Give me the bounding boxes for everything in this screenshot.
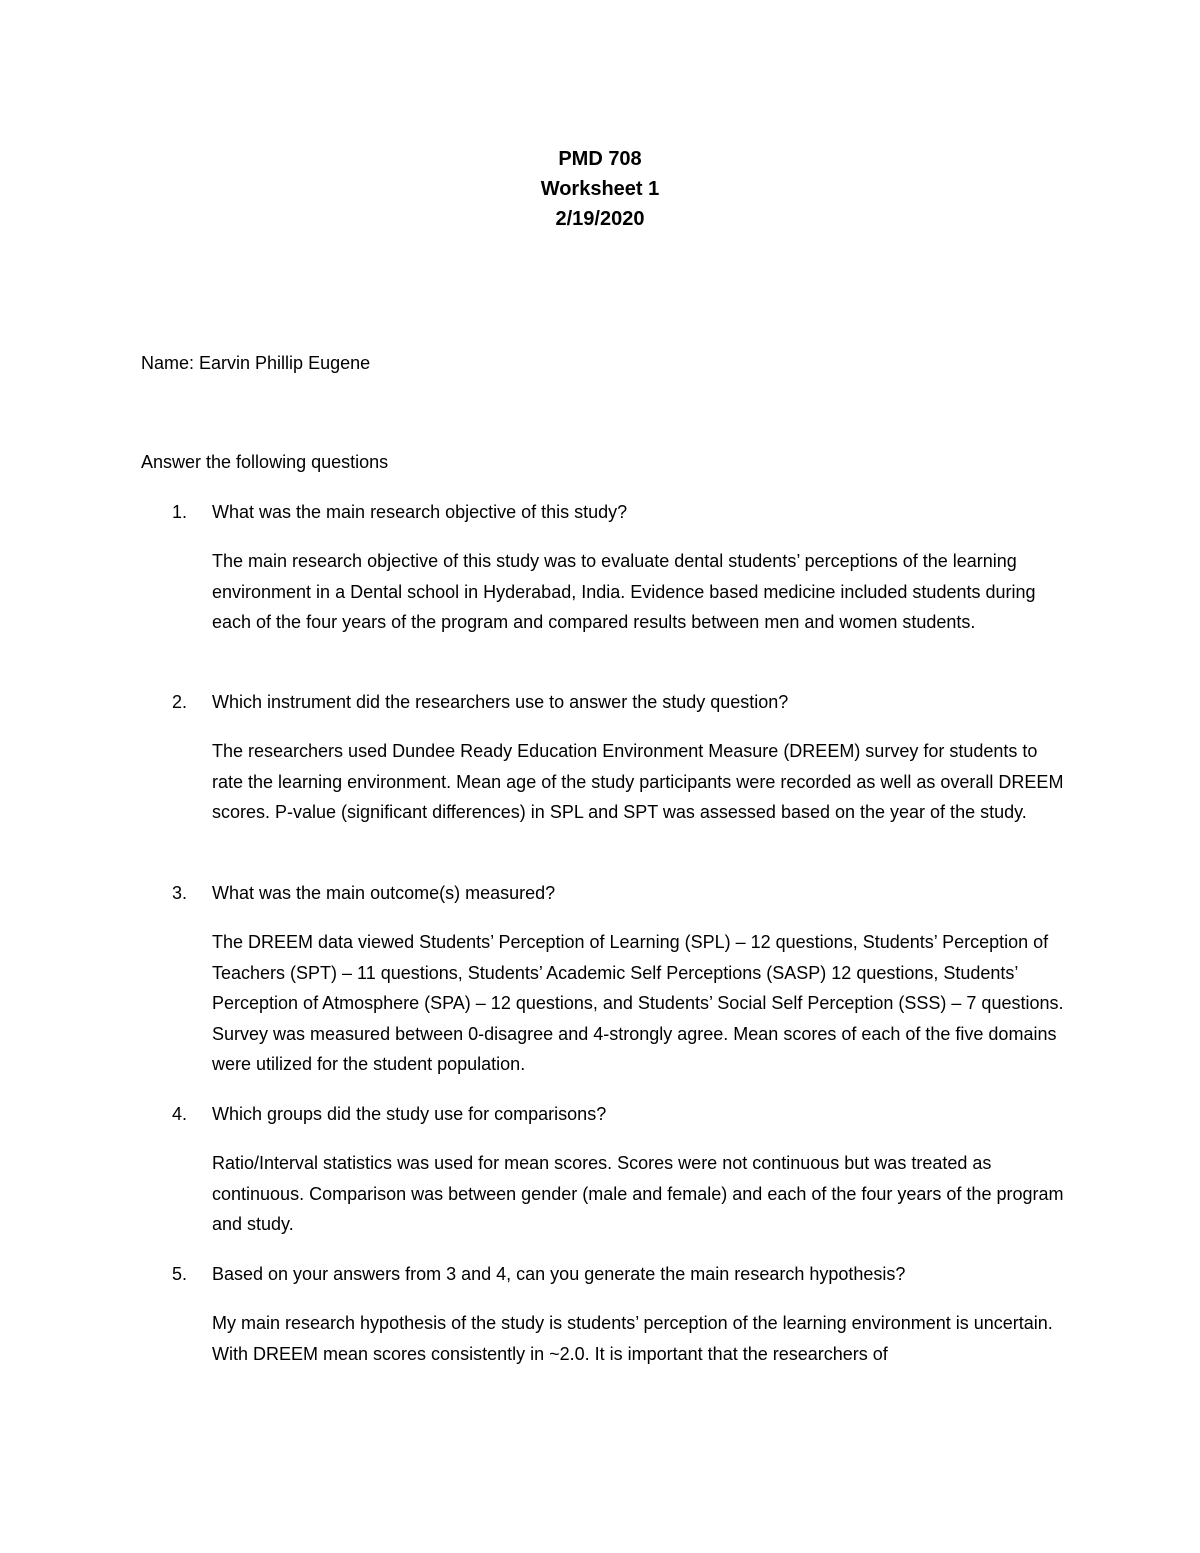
question-text: Which groups did the study use for comparisons? [212, 1104, 607, 1124]
question-block-3 [141, 879, 1071, 1080]
answer-text: The main research objective of this study was to evaluate dental students’ perceptions of the learning environment in a Dental school in Hyderabad, India. Evidence based medicine included students during each of the four years of the program and compared results between men and women students. [212, 551, 1036, 632]
question-block-4 [141, 1100, 1071, 1240]
document-header [0, 144, 1200, 234]
answer-text: Ratio/Interval statistics was used for mean scores. Scores were not continuous but was treated as continuous. Comparison was between gender (male and female) and each of the four years of the program and study. [212, 1153, 1064, 1234]
question-row [141, 1100, 1071, 1128]
question-row [141, 879, 1071, 907]
instructions: Answer the following questions [141, 452, 389, 472]
question-row [141, 498, 1071, 526]
question-number: 4. [172, 1104, 188, 1124]
question-block-2 [141, 688, 1071, 828]
question-number: 5. [172, 1264, 188, 1284]
question-text: What was the main outcome(s) measured? [212, 883, 556, 903]
worksheet-title: Worksheet 1 [540, 178, 660, 200]
question-block-1 [141, 498, 1071, 638]
question-row [141, 1260, 1071, 1288]
student-name: Name: Earvin Phillip Eugene [141, 353, 371, 373]
answer-text: The DREEM data viewed Students’ Perception of Learning (SPL) – 12 questions, Students’ Perception of Teachers (SPT) – 11 questions, Students’ Academic Self Perceptions (SASP) 12 questions, Students’ Perception of Atmosphere (SPA) – 12 questions, and Students’ Social Self Perception (SSS) – 7 questions. Survey was measured between 0-disagree and 4-strongly agree. Mean scores of each of the five domains were utilized for the student population. [212, 932, 1064, 1074]
question-text: Which instrument did the researchers use to answer the study question? [212, 692, 789, 712]
course-code: PMD 708 [558, 148, 642, 170]
answer-text: My main research hypothesis of the study is students’ perception of the learning environment is uncertain. With DREEM mean scores consistently in ~2.0. It is important that the researchers of [212, 1313, 1053, 1364]
worksheet-date: 2/19/2020 [555, 208, 645, 230]
question-text: What was the main research objective of this study? [212, 502, 628, 522]
question-row [141, 688, 1071, 716]
question-number: 3. [172, 883, 188, 903]
question-number: 1. [172, 502, 188, 522]
question-number: 2. [172, 692, 188, 712]
question-block-5 [141, 1260, 1071, 1369]
answer-text: The researchers used Dundee Ready Education Environment Measure (DREEM) survey for students to rate the learning environment. Mean age of the study participants were recorded as well as overall DREEM scores. P-value (significant differences) in SPL and SPT was assessed based on the year of the study. [212, 741, 1064, 822]
question-text: Based on your answers from 3 and 4, can you generate the main research hypothesis? [212, 1264, 906, 1284]
